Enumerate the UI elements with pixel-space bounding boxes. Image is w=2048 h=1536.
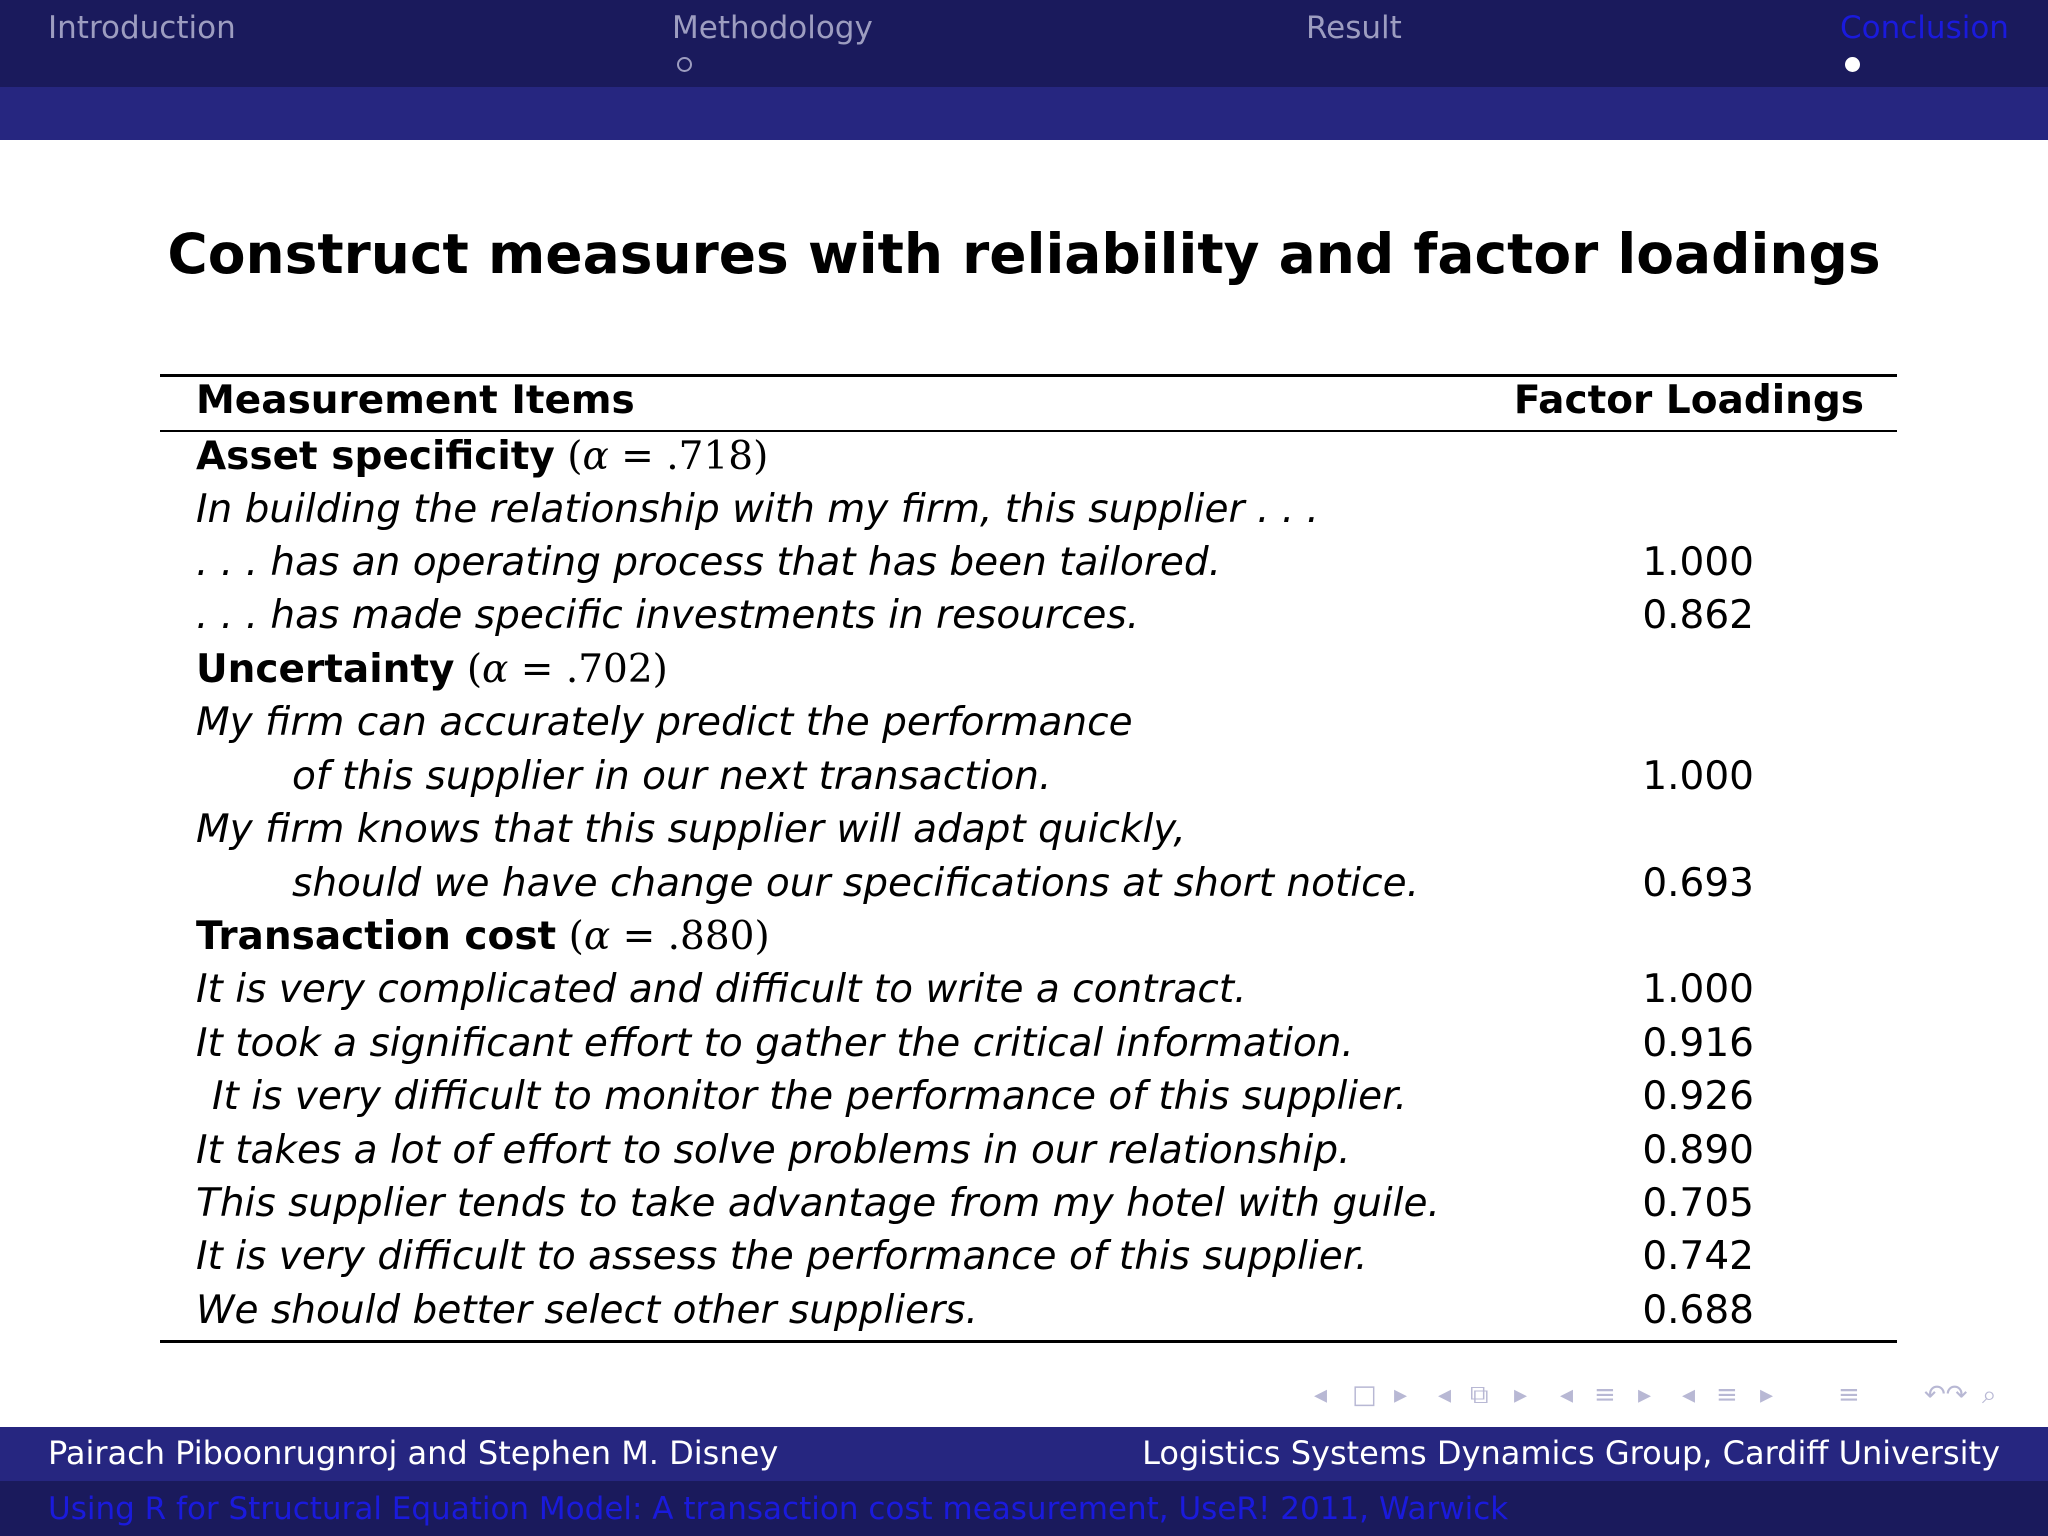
item-text: It is very complicated and difficult to write a contract. <box>196 967 1247 1012</box>
document-prev-icon[interactable]: ◂ <box>1682 1380 1696 1410</box>
section-next-icon[interactable]: ▸ <box>1638 1380 1652 1410</box>
group-heading-asset-specificity <box>196 430 1896 483</box>
group-name: Asset specificity <box>196 434 555 479</box>
table-row <box>196 536 1896 589</box>
section-icon[interactable]: ≡ <box>1594 1380 1616 1410</box>
footer-subbar <box>0 1481 2048 1536</box>
factor-loading: 1.000 <box>1642 540 1754 585</box>
item-text: of this supplier in our next transaction. <box>292 754 1052 799</box>
frame-prev-icon[interactable]: ◂ <box>1314 1380 1328 1410</box>
item-text: In building the relationship with my firm, this supplier . . . <box>196 487 1319 532</box>
item-text: My firm knows that this supplier will adapt quickly, <box>196 807 1186 852</box>
table-header-row <box>196 374 1896 427</box>
group-alpha: (α = .880) <box>568 914 770 959</box>
factor-loading: 0.926 <box>1642 1074 1754 1119</box>
group-heading-transaction-cost <box>196 910 1896 963</box>
table-row <box>196 589 1896 642</box>
group-alpha: (α = .718) <box>567 434 769 479</box>
group-heading-uncertainty <box>196 643 1896 696</box>
table-bottom-rule <box>160 1340 1897 1343</box>
header-measurement-items: Measurement Items <box>196 378 635 423</box>
nav-frame-dot-conclusion[interactable] <box>1845 57 1860 72</box>
factor-loading: 0.693 <box>1642 861 1754 906</box>
item-text: . . . has an operating process that has been tailored. <box>196 540 1222 585</box>
search-icon[interactable]: ⌕ <box>1982 1380 1997 1410</box>
table-row <box>196 857 1896 910</box>
item-text: My firm can accurately predict the performance <box>196 700 1133 745</box>
section-prev-icon[interactable]: ◂ <box>1560 1380 1574 1410</box>
group-name: Transaction cost <box>196 914 557 959</box>
frame-next-icon[interactable]: ▸ <box>1394 1380 1408 1410</box>
item-text: It took a significant effort to gather the critical information. <box>196 1021 1354 1066</box>
group-alpha: (α = .702) <box>466 647 668 692</box>
item-text: This supplier tends to take advantage from my hotel with guile. <box>196 1181 1440 1226</box>
footer-bar <box>0 1427 2048 1481</box>
nav-section-introduction[interactable]: Introduction <box>48 10 236 46</box>
table-row <box>196 963 1896 1016</box>
footer-presentation-title: Using R for Structural Equation Model: A transaction cost measurement, UseR! 2011, Warwick <box>48 1491 1509 1527</box>
item-text: We should better select other suppliers. <box>196 1288 978 1333</box>
nav-frame-dot-methodology[interactable] <box>677 57 692 72</box>
footer-authors: Pairach Piboonrugnroj and Stephen M. Disney <box>48 1434 779 1472</box>
table-row <box>196 1230 1896 1283</box>
factor-loading: 1.000 <box>1642 967 1754 1012</box>
table-row <box>196 1284 1896 1337</box>
document-icon[interactable]: ≡ <box>1716 1380 1738 1410</box>
document-next-icon[interactable]: ▸ <box>1760 1380 1774 1410</box>
table-row <box>196 1177 1896 1230</box>
group-name: Uncertainty <box>196 647 455 692</box>
nav-section-result[interactable]: Result <box>1306 10 1402 46</box>
factor-loading: 0.742 <box>1642 1234 1754 1279</box>
table-row <box>196 750 1896 803</box>
subsection-icon[interactable]: ⧉ <box>1470 1380 1489 1410</box>
factor-loading: 0.688 <box>1642 1288 1754 1333</box>
table-row <box>196 483 1896 536</box>
item-text: should we have change our specifications at short notice. <box>292 861 1419 906</box>
item-text: It is very difficult to assess the performance of this supplier. <box>196 1234 1368 1279</box>
subsection-prev-icon[interactable]: ◂ <box>1438 1380 1452 1410</box>
nav-section-methodology[interactable]: Methodology <box>672 10 873 46</box>
header-factor-loadings: Factor Loadings <box>1513 378 1864 423</box>
top-navigation-bar <box>0 0 2048 87</box>
factor-loading: 0.890 <box>1642 1128 1754 1173</box>
factor-loading: 1.000 <box>1642 754 1754 799</box>
frame-icon[interactable]: □ <box>1352 1380 1377 1410</box>
item-text: It takes a lot of effort to solve problems in our relationship. <box>196 1128 1351 1173</box>
item-text: . . . has made specific investments in resources. <box>196 593 1140 638</box>
table-row <box>196 803 1896 856</box>
factor-loading: 0.916 <box>1642 1021 1754 1066</box>
table-row <box>196 696 1896 749</box>
table-row <box>196 1017 1896 1070</box>
back-forward-icon[interactable]: ↶↷ <box>1924 1380 1968 1410</box>
nav-section-conclusion[interactable]: Conclusion <box>1840 10 2009 46</box>
footer-institute: Logistics Systems Dynamics Group, Cardiff University <box>1142 1434 2000 1472</box>
factor-loading: 0.705 <box>1642 1181 1754 1226</box>
table-row <box>196 1070 1896 1123</box>
table-row <box>196 1124 1896 1177</box>
slide-title: Construct measures with reliability and factor loadings <box>167 222 1881 286</box>
factor-loading: 0.862 <box>1642 593 1754 638</box>
subsection-next-icon[interactable]: ▸ <box>1514 1380 1528 1410</box>
item-text: It is very difficult to monitor the performance of this supplier. <box>212 1074 1407 1119</box>
align-icon[interactable]: ≡ <box>1838 1380 1860 1410</box>
subsection-bar <box>0 87 2048 140</box>
